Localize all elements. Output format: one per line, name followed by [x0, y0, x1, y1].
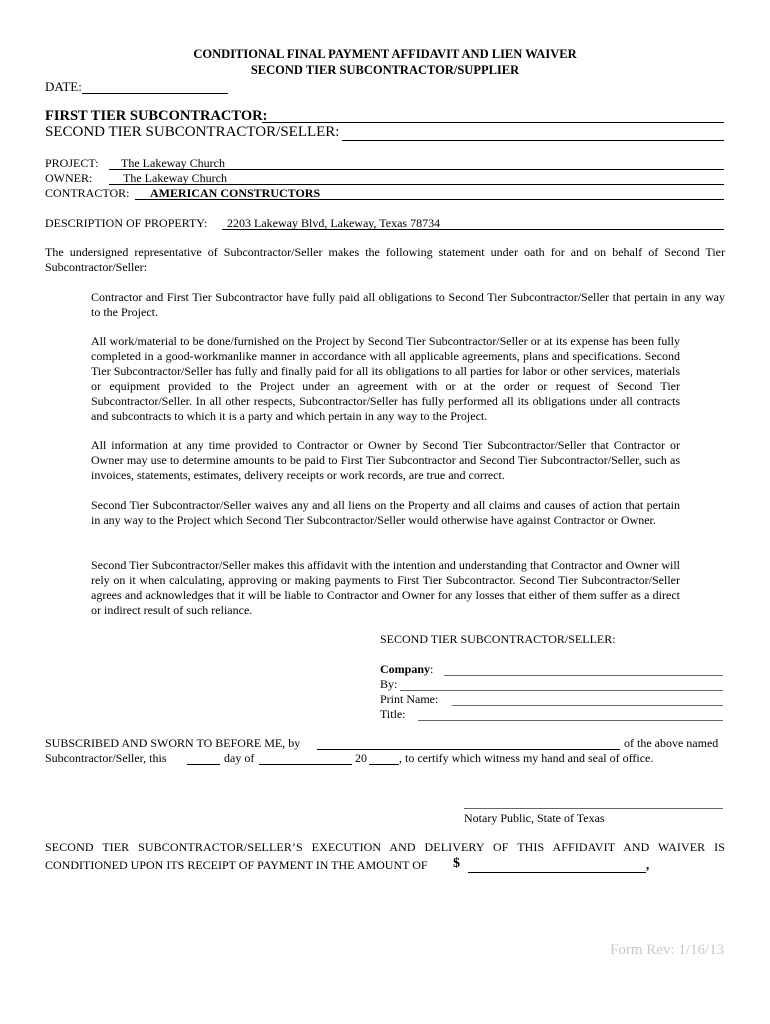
notary-label: Notary Public, State of Texas	[464, 811, 605, 825]
project-value[interactable]: The Lakeway Church	[121, 156, 225, 170]
sworn-line2-d: , to certify which witness my hand and seal of office.	[399, 751, 654, 765]
first-tier-field-line[interactable]	[262, 122, 724, 123]
second-tier-field-line[interactable]	[342, 140, 724, 141]
company-label: Company:	[380, 662, 434, 676]
title-label: Title:	[380, 707, 406, 721]
owner-value[interactable]: The Lakeway Church	[123, 171, 227, 185]
title-field-line[interactable]	[418, 720, 723, 721]
contractor-label: CONTRACTOR:	[45, 186, 130, 200]
sworn-by-field-line[interactable]	[317, 749, 620, 750]
document-title: CONDITIONAL FINAL PAYMENT AFFIDAVIT AND LIEN WAIVER	[193, 47, 577, 61]
owner-label: OWNER:	[45, 171, 93, 185]
notary-signature-line[interactable]	[464, 808, 723, 809]
paragraph-payment: Contractor and First Tier Subcontractor have fully paid all obligations to Second Tier Subcontractor/Seller that pertain in any way to the Project.	[91, 290, 725, 319]
date-label: DATE:	[45, 79, 82, 94]
contractor-value[interactable]: AMERICAN CONSTRUCTORS	[150, 186, 321, 200]
sworn-suffix: of the above named	[624, 736, 719, 750]
year-field-line[interactable]	[369, 764, 399, 765]
closing-line-1: SECOND TIER SUBCONTRACTOR/SELLER’S EXECUTION AND DELIVERY OF THIS AFFIDAVIT AND WAIVER IS	[45, 840, 725, 854]
closing-line-2: CONDITIONED UPON ITS RECEIPT OF PAYMENT IN THE AMOUNT OF	[45, 858, 428, 872]
month-field-line[interactable]	[259, 764, 352, 765]
date-field-line[interactable]	[82, 93, 228, 94]
project-label: PROJECT:	[45, 156, 99, 170]
first-tier-label: FIRST TIER SUBCONTRACTOR:	[45, 108, 268, 124]
sworn-line2-a: Subcontractor/Seller, this	[45, 751, 167, 765]
signature-heading: SECOND TIER SUBCONTRACTOR/SELLER:	[380, 632, 616, 646]
property-label: DESCRIPTION OF PROPERTY:	[45, 216, 208, 230]
company-field-line[interactable]	[444, 675, 723, 676]
closing-comma: ,	[646, 857, 650, 872]
paragraph-lien-waiver: Second Tier Subcontractor/Seller waives any and all liens on the Property and all claims and causes of action that pertain in any way to the Project which Second Tier Subcontractor/Seller would otherwise have against Contractor or Owner.	[91, 498, 680, 527]
property-value[interactable]: 2203 Lakeway Blvd, Lakeway, Texas 78734	[227, 216, 441, 230]
form-revision: Form Rev: 1/16/13	[610, 942, 725, 958]
sworn-prefix: SUBSCRIBED AND SWORN TO BEFORE ME, by	[45, 736, 301, 750]
intro-paragraph: The undersigned representative of Subcontractor/Seller makes the following statement under oath for and on behalf of Second Tier Subcontractor/Seller:	[45, 245, 725, 274]
sworn-line2-b: day of	[224, 751, 255, 765]
currency-symbol: $	[453, 856, 460, 871]
by-label: By:	[380, 677, 398, 691]
document-subtitle: SECOND TIER SUBCONTRACTOR/SUPPLIER	[250, 63, 520, 77]
day-field-line[interactable]	[187, 764, 220, 765]
paragraph-information: All information at any time provided to Contractor or Owner by Second Tier Subcontractor/Seller that Contractor or Owner may use to determine amounts to be paid to First Tier Subcontractor and Second Tier Subcontractor/Seller, such as invoices, statements, estimates, delivery receipts or work records, are true and correct.	[91, 438, 680, 482]
payment-amount-field-line[interactable]	[468, 872, 646, 873]
paragraph-reliance: Second Tier Subcontractor/Seller makes this affidavit with the intention and understanding that Contractor and Owner will rely on it when calculating, approving or making payments to First Tier Subcontractor. Second Tier Subcontractor/Seller agrees and acknowledges that it will be liable to Contractor and Owner for any losses that either of them suffer as a direct or indirect result of such reliance.	[91, 558, 680, 617]
print-name-label: Print Name:	[380, 692, 439, 706]
by-field-line[interactable]	[400, 690, 723, 691]
print-name-field-line[interactable]	[452, 705, 723, 706]
second-tier-label: SECOND TIER SUBCONTRACTOR/SELLER:	[45, 124, 340, 140]
sworn-line2-c: 20	[355, 751, 367, 765]
paragraph-work-completed: All work/material to be done/furnished on the Project by Second Tier Subcontractor/Seller or at its expense has been fully completed in a good-workmanlike manner in accordance with all applicable agreements, plans and specifications. Second Tier Subcontractor/Seller has fully and finally paid for all its obligations to all parties for labor or other services, materials or equipment provided to the Project under an agreement with or at the order or request of Second Tier Subcontractor/Seller. In all other respects, Subcontractor/Seller has fully performed all its obligations under all contracts and subcontracts to which it is a party and which pertain in any way to the Project.	[91, 334, 680, 423]
